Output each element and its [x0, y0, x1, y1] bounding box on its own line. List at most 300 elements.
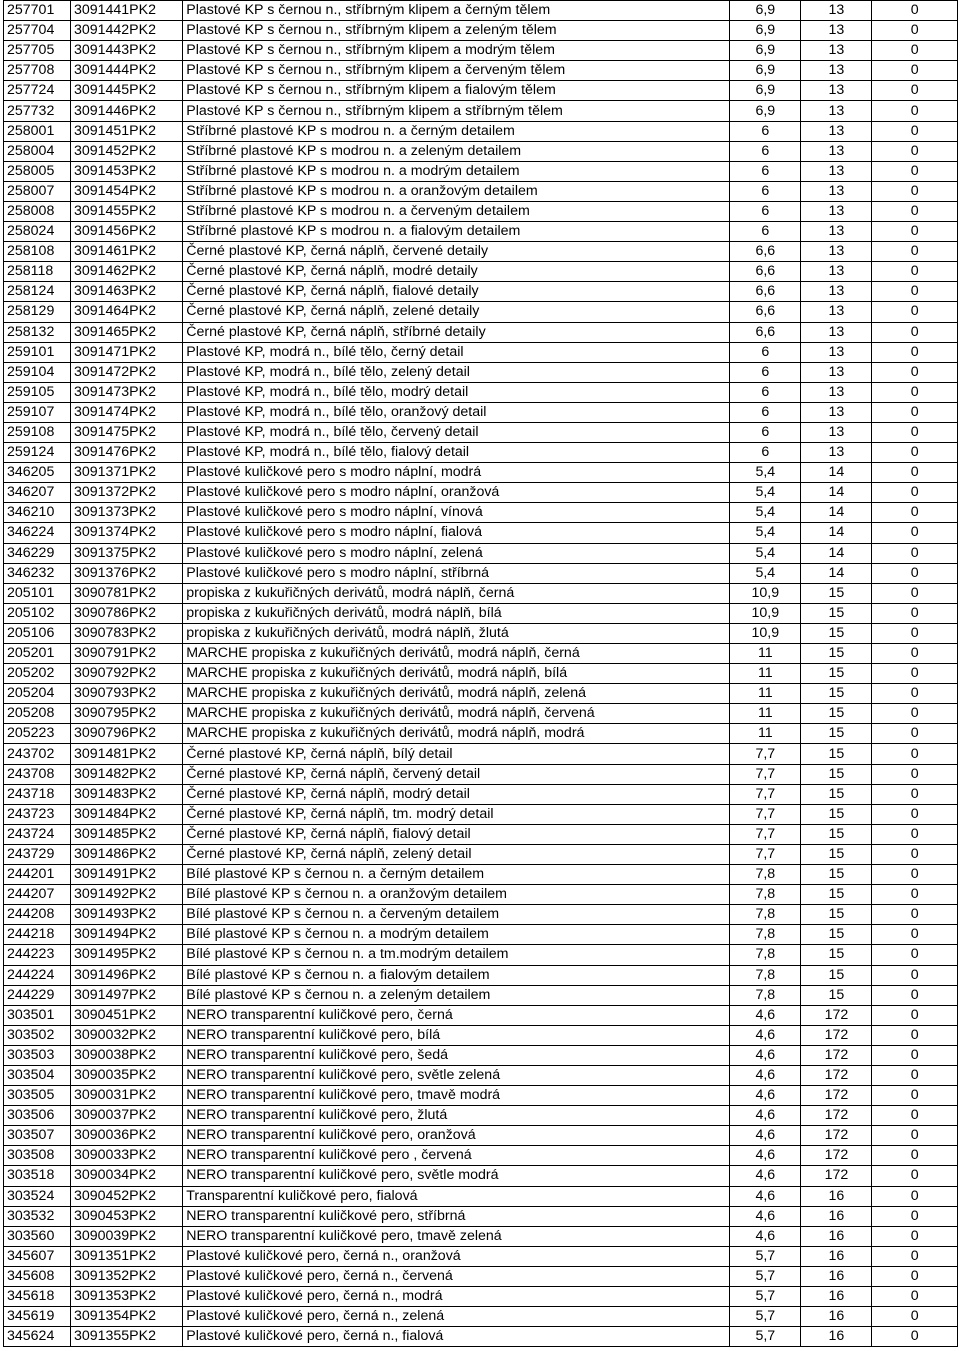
- stock-cell: 0: [872, 563, 958, 583]
- product-id-cell: 244208: [4, 905, 71, 925]
- product-description-cell: Bílé plastové KP s černou n. a zeleným detailem: [183, 985, 730, 1005]
- product-code-cell: 3090453PK2: [70, 1206, 182, 1226]
- product-description-cell: Plastové KP s černou n., stříbrným klipem a stříbrným tělem: [183, 101, 730, 121]
- product-code-cell: 3090033PK2: [70, 1146, 182, 1166]
- stock-cell: 0: [872, 1166, 958, 1186]
- product-id-cell: 345618: [4, 1287, 71, 1307]
- price-cell: 5,7: [730, 1246, 801, 1266]
- table-row: [4, 81, 958, 101]
- quantity-cell: 13: [801, 443, 872, 463]
- product-id-cell: 205208: [4, 704, 71, 724]
- product-description-cell: Plastové kuličkové pero, černá n., modrá: [183, 1287, 730, 1307]
- quantity-cell: 16: [801, 1307, 872, 1327]
- table-row: [4, 483, 958, 503]
- price-cell: 5,7: [730, 1287, 801, 1307]
- price-cell: 5,7: [730, 1266, 801, 1286]
- table-row: [4, 1086, 958, 1106]
- product-code-cell: 3091492PK2: [70, 885, 182, 905]
- stock-cell: 0: [872, 1246, 958, 1266]
- stock-cell: 0: [872, 1146, 958, 1166]
- table-row: [4, 644, 958, 664]
- product-id-cell: 244224: [4, 965, 71, 985]
- product-description-cell: propiska z kukuřičných derivátů, modrá náplň, černá: [183, 583, 730, 603]
- price-cell: 6: [730, 121, 801, 141]
- product-code-cell: 3091444PK2: [70, 61, 182, 81]
- table-row: [4, 543, 958, 563]
- price-cell: 11: [730, 644, 801, 664]
- product-code-cell: 3090034PK2: [70, 1166, 182, 1186]
- quantity-cell: 14: [801, 523, 872, 543]
- product-code-cell: 3090038PK2: [70, 1045, 182, 1065]
- product-description-cell: Bílé plastové KP s černou n. a fialovým detailem: [183, 965, 730, 985]
- product-id-cell: 346207: [4, 483, 71, 503]
- product-description-cell: propiska z kukuřičných derivátů, modrá náplň, bílá: [183, 603, 730, 623]
- price-cell: 6: [730, 382, 801, 402]
- quantity-cell: 15: [801, 724, 872, 744]
- product-description-cell: MARCHE propiska z kukuřičných derivátů, modrá náplň, modrá: [183, 724, 730, 744]
- price-cell: 6: [730, 422, 801, 442]
- product-id-cell: 258108: [4, 242, 71, 262]
- stock-cell: 0: [872, 302, 958, 322]
- price-cell: 11: [730, 704, 801, 724]
- price-cell: 7,7: [730, 824, 801, 844]
- product-description-cell: MARCHE propiska z kukuřičných derivátů, modrá náplň, červená: [183, 704, 730, 724]
- quantity-cell: 13: [801, 41, 872, 61]
- stock-cell: 0: [872, 422, 958, 442]
- quantity-cell: 172: [801, 1146, 872, 1166]
- table-row: [4, 443, 958, 463]
- product-id-cell: 257724: [4, 81, 71, 101]
- price-cell: 7,7: [730, 744, 801, 764]
- stock-cell: 0: [872, 443, 958, 463]
- stock-cell: 0: [872, 282, 958, 302]
- price-cell: 7,8: [730, 965, 801, 985]
- price-cell: 5,4: [730, 463, 801, 483]
- product-description-cell: MARCHE propiska z kukuřičných derivátů, modrá náplň, černá: [183, 644, 730, 664]
- product-id-cell: 303518: [4, 1166, 71, 1186]
- product-code-cell: 3091496PK2: [70, 965, 182, 985]
- product-description-cell: Stříbrné plastové KP s modrou n. a modrým detailem: [183, 161, 730, 181]
- stock-cell: 0: [872, 523, 958, 543]
- product-code-cell: 3090037PK2: [70, 1106, 182, 1126]
- quantity-cell: 172: [801, 1005, 872, 1025]
- product-description-cell: Plastové kuličkové pero, černá n., oranžová: [183, 1246, 730, 1266]
- price-cell: 5,4: [730, 503, 801, 523]
- price-cell: 5,4: [730, 483, 801, 503]
- quantity-cell: 13: [801, 1, 872, 21]
- quantity-cell: 172: [801, 1126, 872, 1146]
- stock-cell: 0: [872, 1106, 958, 1126]
- quantity-cell: 16: [801, 1287, 872, 1307]
- table-row: [4, 965, 958, 985]
- quantity-cell: 16: [801, 1246, 872, 1266]
- quantity-cell: 15: [801, 603, 872, 623]
- product-description-cell: Plastové kuličkové pero s modro náplní, oranžová: [183, 483, 730, 503]
- product-id-cell: 345608: [4, 1266, 71, 1286]
- product-code-cell: 3091375PK2: [70, 543, 182, 563]
- quantity-cell: 15: [801, 764, 872, 784]
- quantity-cell: 15: [801, 844, 872, 864]
- price-cell: 6,9: [730, 1, 801, 21]
- table-row: [4, 1206, 958, 1226]
- quantity-cell: 15: [801, 784, 872, 804]
- quantity-cell: 13: [801, 382, 872, 402]
- product-id-cell: 243729: [4, 844, 71, 864]
- table-row: [4, 1327, 958, 1347]
- product-table: [3, 0, 958, 1347]
- quantity-cell: 15: [801, 985, 872, 1005]
- table-row: [4, 905, 958, 925]
- product-code-cell: 3091495PK2: [70, 945, 182, 965]
- product-id-cell: 303560: [4, 1226, 71, 1246]
- stock-cell: 0: [872, 61, 958, 81]
- quantity-cell: 16: [801, 1206, 872, 1226]
- table-row: [4, 161, 958, 181]
- product-id-cell: 259107: [4, 402, 71, 422]
- quantity-cell: 15: [801, 583, 872, 603]
- price-cell: 4,6: [730, 1106, 801, 1126]
- price-cell: 4,6: [730, 1166, 801, 1186]
- price-cell: 7,7: [730, 784, 801, 804]
- price-cell: 6: [730, 402, 801, 422]
- price-cell: 6,9: [730, 81, 801, 101]
- stock-cell: 0: [872, 865, 958, 885]
- table-row: [4, 342, 958, 362]
- stock-cell: 0: [872, 784, 958, 804]
- price-cell: 6,6: [730, 282, 801, 302]
- quantity-cell: 172: [801, 1065, 872, 1085]
- table-row: [4, 382, 958, 402]
- stock-cell: 0: [872, 1327, 958, 1347]
- quantity-cell: 16: [801, 1226, 872, 1246]
- table-row: [4, 844, 958, 864]
- product-id-cell: 258001: [4, 121, 71, 141]
- product-description-cell: NERO transparentní kuličkové pero, stříbrná: [183, 1206, 730, 1226]
- stock-cell: 0: [872, 844, 958, 864]
- stock-cell: 0: [872, 81, 958, 101]
- product-code-cell: 3091485PK2: [70, 824, 182, 844]
- stock-cell: 0: [872, 704, 958, 724]
- stock-cell: 0: [872, 121, 958, 141]
- product-id-cell: 243724: [4, 824, 71, 844]
- product-description-cell: Černé plastové KP, černá náplň, modré detaily: [183, 262, 730, 282]
- product-code-cell: 3091372PK2: [70, 483, 182, 503]
- quantity-cell: 15: [801, 925, 872, 945]
- product-description-cell: Černé plastové KP, černá náplň, zelený detail: [183, 844, 730, 864]
- price-cell: 6: [730, 362, 801, 382]
- product-description-cell: NERO transparentní kuličkové pero, oranžová: [183, 1126, 730, 1146]
- product-code-cell: 3091373PK2: [70, 503, 182, 523]
- table-row: [4, 724, 958, 744]
- price-cell: 6,6: [730, 322, 801, 342]
- product-id-cell: 243723: [4, 804, 71, 824]
- product-description-cell: Plastové kuličkové pero s modro náplní, vínová: [183, 503, 730, 523]
- product-description-cell: Bílé plastové KP s černou n. a modrým detailem: [183, 925, 730, 945]
- quantity-cell: 15: [801, 744, 872, 764]
- product-id-cell: 346229: [4, 543, 71, 563]
- product-description-cell: Plastové KP s černou n., stříbrným klipem a černým tělem: [183, 1, 730, 21]
- product-code-cell: 3091451PK2: [70, 121, 182, 141]
- price-cell: 6: [730, 161, 801, 181]
- stock-cell: 0: [872, 623, 958, 643]
- price-cell: 5,7: [730, 1307, 801, 1327]
- product-id-cell: 346224: [4, 523, 71, 543]
- quantity-cell: 172: [801, 1025, 872, 1045]
- product-description-cell: Plastové kuličkové pero s modro náplní, zelená: [183, 543, 730, 563]
- stock-cell: 0: [872, 744, 958, 764]
- table-row: [4, 402, 958, 422]
- price-cell: 6: [730, 222, 801, 242]
- quantity-cell: 16: [801, 1266, 872, 1286]
- product-code-cell: 3091461PK2: [70, 242, 182, 262]
- quantity-cell: 15: [801, 905, 872, 925]
- product-code-cell: 3090035PK2: [70, 1065, 182, 1085]
- product-code-cell: 3090032PK2: [70, 1025, 182, 1045]
- table-row: [4, 563, 958, 583]
- price-cell: 6,6: [730, 262, 801, 282]
- price-cell: 6,9: [730, 41, 801, 61]
- product-description-cell: Plastové KP s černou n., stříbrným klipem a červeným tělem: [183, 61, 730, 81]
- product-description-cell: MARCHE propiska z kukuřičných derivátů, modrá náplň, zelená: [183, 684, 730, 704]
- stock-cell: 0: [872, 342, 958, 362]
- table-row: [4, 1287, 958, 1307]
- stock-cell: 0: [872, 1126, 958, 1146]
- product-code-cell: 3091454PK2: [70, 181, 182, 201]
- product-code-cell: 3090451PK2: [70, 1005, 182, 1025]
- table-row: [4, 784, 958, 804]
- product-description-cell: Stříbrné plastové KP s modrou n. a červeným detailem: [183, 201, 730, 221]
- product-id-cell: 259108: [4, 422, 71, 442]
- table-row: [4, 41, 958, 61]
- product-description-cell: NERO transparentní kuličkové pero, černá: [183, 1005, 730, 1025]
- product-description-cell: Černé plastové KP, černá náplň, stříbrné detaily: [183, 322, 730, 342]
- table-row: [4, 1186, 958, 1206]
- product-table-body: [4, 1, 958, 1347]
- quantity-cell: 15: [801, 865, 872, 885]
- stock-cell: 0: [872, 1086, 958, 1106]
- stock-cell: 0: [872, 322, 958, 342]
- price-cell: 5,4: [730, 543, 801, 563]
- product-description-cell: Bílé plastové KP s černou n. a černým detailem: [183, 865, 730, 885]
- product-id-cell: 205102: [4, 603, 71, 623]
- product-id-cell: 346232: [4, 563, 71, 583]
- product-description-cell: Plastové KP, modrá n., bílé tělo, černý detail: [183, 342, 730, 362]
- price-cell: 7,7: [730, 844, 801, 864]
- product-id-cell: 244229: [4, 985, 71, 1005]
- product-id-cell: 303507: [4, 1126, 71, 1146]
- quantity-cell: 13: [801, 181, 872, 201]
- table-row: [4, 744, 958, 764]
- table-row: [4, 121, 958, 141]
- product-description-cell: Bílé plastové KP s černou n. a oranžovým detailem: [183, 885, 730, 905]
- product-description-cell: Plastové KP s černou n., stříbrným klipem a fialovým tělem: [183, 81, 730, 101]
- product-id-cell: 303524: [4, 1186, 71, 1206]
- stock-cell: 0: [872, 1287, 958, 1307]
- quantity-cell: 13: [801, 362, 872, 382]
- table-row: [4, 664, 958, 684]
- quantity-cell: 15: [801, 684, 872, 704]
- table-row: [4, 1266, 958, 1286]
- stock-cell: 0: [872, 764, 958, 784]
- product-code-cell: 3091465PK2: [70, 322, 182, 342]
- price-cell: 4,6: [730, 1045, 801, 1065]
- product-id-cell: 258024: [4, 222, 71, 242]
- product-id-cell: 346210: [4, 503, 71, 523]
- product-code-cell: 3091353PK2: [70, 1287, 182, 1307]
- product-description-cell: Černé plastové KP, černá náplň, fialový detail: [183, 824, 730, 844]
- product-id-cell: 257708: [4, 61, 71, 81]
- product-id-cell: 205201: [4, 644, 71, 664]
- quantity-cell: 13: [801, 141, 872, 161]
- product-id-cell: 205204: [4, 684, 71, 704]
- product-description-cell: NERO transparentní kuličkové pero, tmavě modrá: [183, 1086, 730, 1106]
- stock-cell: 0: [872, 925, 958, 945]
- product-code-cell: 3091474PK2: [70, 402, 182, 422]
- quantity-cell: 13: [801, 121, 872, 141]
- product-id-cell: 303504: [4, 1065, 71, 1085]
- quantity-cell: 15: [801, 644, 872, 664]
- quantity-cell: 172: [801, 1166, 872, 1186]
- product-description-cell: Plastové KP s černou n., stříbrným klipem a modrým tělem: [183, 41, 730, 61]
- stock-cell: 0: [872, 644, 958, 664]
- table-row: [4, 804, 958, 824]
- product-description-cell: NERO transparentní kuličkové pero, žlutá: [183, 1106, 730, 1126]
- quantity-cell: 172: [801, 1045, 872, 1065]
- product-id-cell: 205106: [4, 623, 71, 643]
- stock-cell: 0: [872, 201, 958, 221]
- product-code-cell: 3091494PK2: [70, 925, 182, 945]
- product-code-cell: 3091482PK2: [70, 764, 182, 784]
- product-code-cell: 3091456PK2: [70, 222, 182, 242]
- table-row: [4, 362, 958, 382]
- quantity-cell: 16: [801, 1327, 872, 1347]
- product-description-cell: Plastové KP s černou n., stříbrným klipem a zeleným tělem: [183, 21, 730, 41]
- product-description-cell: NERO transparentní kuličkové pero, bílá: [183, 1025, 730, 1045]
- stock-cell: 0: [872, 804, 958, 824]
- product-id-cell: 259105: [4, 382, 71, 402]
- table-row: [4, 302, 958, 322]
- product-code-cell: 3091475PK2: [70, 422, 182, 442]
- product-id-cell: 259101: [4, 342, 71, 362]
- product-id-cell: 303508: [4, 1146, 71, 1166]
- product-id-cell: 257705: [4, 41, 71, 61]
- product-description-cell: NERO transparentní kuličkové pero, světle modrá: [183, 1166, 730, 1186]
- product-id-cell: 303503: [4, 1045, 71, 1065]
- product-description-cell: NERO transparentní kuličkové pero, tmavě zelená: [183, 1226, 730, 1246]
- product-description-cell: Černé plastové KP, černá náplň, fialové detaily: [183, 282, 730, 302]
- table-row: [4, 1, 958, 21]
- price-cell: 7,8: [730, 925, 801, 945]
- stock-cell: 0: [872, 21, 958, 41]
- price-cell: 5,7: [730, 1327, 801, 1347]
- table-row: [4, 322, 958, 342]
- product-description-cell: Plastové kuličkové pero s modro náplní, stříbrná: [183, 563, 730, 583]
- table-row: [4, 1106, 958, 1126]
- stock-cell: 0: [872, 1226, 958, 1246]
- product-id-cell: 243708: [4, 764, 71, 784]
- stock-cell: 0: [872, 402, 958, 422]
- product-code-cell: 3091484PK2: [70, 804, 182, 824]
- product-id-cell: 257732: [4, 101, 71, 121]
- quantity-cell: 14: [801, 463, 872, 483]
- product-code-cell: 3091452PK2: [70, 141, 182, 161]
- product-description-cell: Bílé plastové KP s černou n. a tm.modrým detailem: [183, 945, 730, 965]
- product-id-cell: 303501: [4, 1005, 71, 1025]
- stock-cell: 0: [872, 664, 958, 684]
- table-row: [4, 201, 958, 221]
- price-cell: 7,8: [730, 865, 801, 885]
- table-row: [4, 1307, 958, 1327]
- product-description-cell: Černé plastové KP, černá náplň, červený detail: [183, 764, 730, 784]
- product-description-cell: Bílé plastové KP s černou n. a červeným detailem: [183, 905, 730, 925]
- product-code-cell: 3090791PK2: [70, 644, 182, 664]
- product-description-cell: NERO transparentní kuličkové pero, šedá: [183, 1045, 730, 1065]
- table-row: [4, 704, 958, 724]
- product-description-cell: Plastové KP, modrá n., bílé tělo, zelený detail: [183, 362, 730, 382]
- quantity-cell: 14: [801, 483, 872, 503]
- product-code-cell: 3091446PK2: [70, 101, 182, 121]
- table-row: [4, 1246, 958, 1266]
- price-cell: 4,6: [730, 1226, 801, 1246]
- product-description-cell: Plastové kuličkové pero, černá n., červená: [183, 1266, 730, 1286]
- quantity-cell: 13: [801, 302, 872, 322]
- product-description-cell: NERO transparentní kuličkové pero, světle zelená: [183, 1065, 730, 1085]
- table-row: [4, 945, 958, 965]
- product-code-cell: 3091443PK2: [70, 41, 182, 61]
- price-cell: 4,6: [730, 1186, 801, 1206]
- product-id-cell: 244218: [4, 925, 71, 945]
- stock-cell: 0: [872, 1, 958, 21]
- product-id-cell: 345607: [4, 1246, 71, 1266]
- table-row: [4, 181, 958, 201]
- product-id-cell: 259104: [4, 362, 71, 382]
- product-code-cell: 3091442PK2: [70, 21, 182, 41]
- stock-cell: 0: [872, 141, 958, 161]
- price-cell: 7,8: [730, 985, 801, 1005]
- quantity-cell: 15: [801, 965, 872, 985]
- quantity-cell: 13: [801, 81, 872, 101]
- table-row: [4, 1166, 958, 1186]
- table-row: [4, 101, 958, 121]
- product-code-cell: 3091486PK2: [70, 844, 182, 864]
- product-code-cell: 3091441PK2: [70, 1, 182, 21]
- stock-cell: 0: [872, 885, 958, 905]
- product-description-cell: Transparentní kuličkové pero, fialová: [183, 1186, 730, 1206]
- product-code-cell: 3091371PK2: [70, 463, 182, 483]
- quantity-cell: 15: [801, 804, 872, 824]
- table-row: [4, 282, 958, 302]
- stock-cell: 0: [872, 1045, 958, 1065]
- product-id-cell: 345624: [4, 1327, 71, 1347]
- quantity-cell: 13: [801, 322, 872, 342]
- product-code-cell: 3091352PK2: [70, 1266, 182, 1286]
- product-id-cell: 303532: [4, 1206, 71, 1226]
- table-row: [4, 824, 958, 844]
- price-cell: 6: [730, 342, 801, 362]
- product-id-cell: 346205: [4, 463, 71, 483]
- quantity-cell: 15: [801, 945, 872, 965]
- product-id-cell: 244201: [4, 865, 71, 885]
- stock-cell: 0: [872, 1065, 958, 1085]
- quantity-cell: 15: [801, 704, 872, 724]
- stock-cell: 0: [872, 222, 958, 242]
- price-cell: 6,9: [730, 61, 801, 81]
- product-code-cell: 3090786PK2: [70, 603, 182, 623]
- quantity-cell: 14: [801, 543, 872, 563]
- product-code-cell: 3091453PK2: [70, 161, 182, 181]
- product-id-cell: 258124: [4, 282, 71, 302]
- product-code-cell: 3091445PK2: [70, 81, 182, 101]
